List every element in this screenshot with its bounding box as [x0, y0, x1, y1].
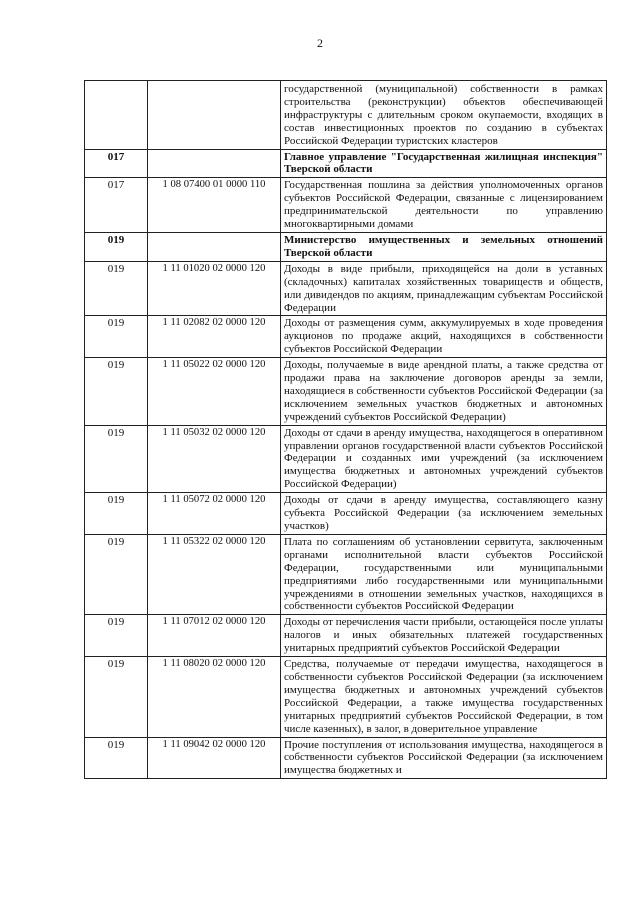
admin-code-cell: 019 — [85, 534, 148, 614]
revenue-code-cell — [148, 81, 281, 150]
revenue-code-cell: 1 08 07400 01 0000 110 — [148, 178, 281, 233]
table-row — [85, 81, 607, 150]
revenue-code-cell — [148, 149, 281, 178]
table-row — [85, 493, 607, 535]
admin-code-cell — [85, 81, 148, 150]
revenue-code-cell: 1 11 05322 02 0000 120 — [148, 534, 281, 614]
section-header-row — [85, 149, 607, 178]
table-row — [85, 737, 607, 779]
description-cell: Государственная пошлина за действия уполномоченных органов субъектов Российской Федерации, связанные с лицензированием предпринимательской деятельности по управлению многоквартирными домами — [281, 178, 607, 233]
table-row — [85, 316, 607, 358]
admin-code-cell: 017 — [85, 178, 148, 233]
revenue-code-cell: 1 11 08020 02 0000 120 — [148, 657, 281, 737]
table-row — [85, 657, 607, 737]
admin-code-cell: 019 — [85, 737, 148, 779]
revenue-code-cell: 1 11 09042 02 0000 120 — [148, 737, 281, 779]
revenue-code-cell: 1 11 05032 02 0000 120 — [148, 425, 281, 493]
revenue-code-cell: 1 11 05072 02 0000 120 — [148, 493, 281, 535]
table-row — [85, 261, 607, 316]
description-cell: Доходы от сдачи в аренду имущества, находящегося в оперативном управлении органов государственной власти субъектов Российской Федерации и созданных ими учреждений (за исключением имущества бюджетных и автономных учреждений субъектов Российской Федерации) — [281, 425, 607, 493]
revenue-code-cell: 1 11 07012 02 0000 120 — [148, 615, 281, 657]
revenue-code-cell: 1 11 01020 02 0000 120 — [148, 261, 281, 316]
description-cell: Доходы от сдачи в аренду имущества, составляющего казну субъекта Российской Федерации (за исключением земельных участков) — [281, 493, 607, 535]
section-header-row — [85, 232, 607, 261]
revenue-code-cell — [148, 232, 281, 261]
description-cell: Главное управление "Государственная жилищная инспекция" Тверской области — [281, 149, 607, 178]
revenue-code-cell: 1 11 02082 02 0000 120 — [148, 316, 281, 358]
description-cell: Прочие поступления от использования имущества, находящегося в собственности субъектов Российской Федерации (за исключением имущества бюджетных и — [281, 737, 607, 779]
admin-code-cell: 019 — [85, 493, 148, 535]
table-row — [85, 534, 607, 614]
description-cell: Доходы от размещения сумм, аккумулируемых в ходе проведения аукционов по продаже акций, находящихся в собственности субъектов Российской Федерации — [281, 316, 607, 358]
admin-code-cell: 019 — [85, 615, 148, 657]
admin-code-cell: 019 — [85, 425, 148, 493]
table-body — [85, 81, 607, 779]
description-cell: Доходы от перечисления части прибыли, остающейся после уплаты налогов и иных обязательных платежей государственных унитарных предприятий субъектов Российской Федерации — [281, 615, 607, 657]
description-cell: Средства, получаемые от передачи имущества, находящегося в собственности субъектов Российской Федерации (за исключением имущества бюджетных и автономных учреждений субъектов Российской Федерации, а также имущества государственных унитарных предприятий субъектов Российской Федерации, в том числе казенных), в залог, в доверительное управление — [281, 657, 607, 737]
page-number: 2 — [317, 36, 323, 50]
table-row — [85, 615, 607, 657]
table-row — [85, 178, 607, 233]
admin-code-cell: 019 — [85, 657, 148, 737]
description-cell: Министерство имущественных и земельных отношений Тверской области — [281, 232, 607, 261]
table-row — [85, 425, 607, 493]
revenue-code-cell: 1 11 05022 02 0000 120 — [148, 358, 281, 426]
admin-code-cell: 019 — [85, 358, 148, 426]
admin-code-cell: 017 — [85, 149, 148, 178]
admin-code-cell: 019 — [85, 261, 148, 316]
description-cell: Доходы, получаемые в виде арендной платы, а также средства от продажи права на заключение договоров аренды за земли, находящиеся в собственности субъектов Российской Федерации (за исключением земельных участков бюджетных и автономных учреждений субъектов Российской Федерации) — [281, 358, 607, 426]
description-cell: Плата по соглашениям об установлении сервитута, заключенным органами исполнительной власти субъектов Российской Федерации, государственными или муниципальными предприятиями либо государственными или муниципальными учреждениями в отношении земельных участков, находящихся в собственности субъектов Российской Федерации — [281, 534, 607, 614]
description-cell: Доходы в виде прибыли, приходящейся на доли в уставных (складочных) капиталах хозяйственных товариществ и обществ, или дивидендов по акциям, принадлежащим субъектам Российской Федерации — [281, 261, 607, 316]
table-row — [85, 358, 607, 426]
admin-code-cell: 019 — [85, 316, 148, 358]
revenue-codes-table — [84, 80, 607, 779]
description-cell: государственной (муниципальной) собственности в рамках строительства (реконструкции) объектов обеспечивающей инфраструктуры с длительным сроком окупаемости, входящих в состав инвестиционных проектов по созданию в субъектах Российской Федерации туристских кластеров — [281, 81, 607, 150]
admin-code-cell: 019 — [85, 232, 148, 261]
